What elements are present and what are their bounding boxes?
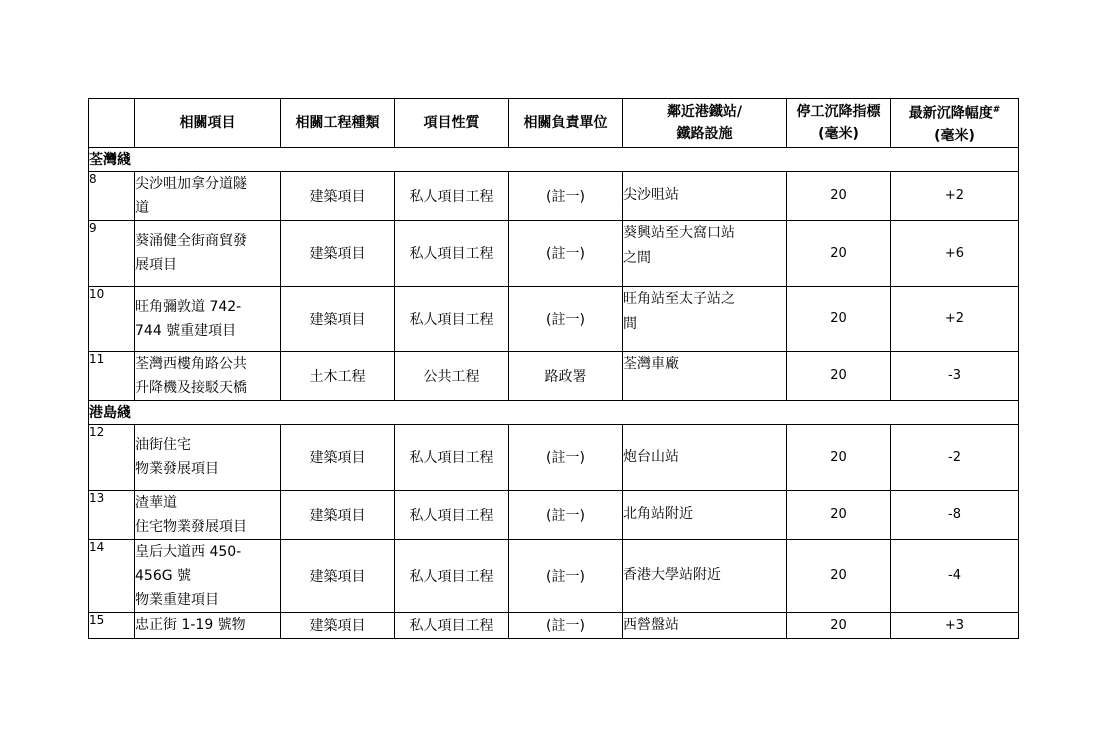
project-cell — [135, 286, 281, 351]
header-station — [623, 99, 787, 148]
project-line: 456G 號 — [135, 567, 192, 584]
latest-cell: -8 — [891, 490, 1019, 539]
project-cell — [135, 220, 281, 286]
row-number: 12 — [89, 424, 135, 490]
table-row — [89, 286, 1019, 351]
header-limit — [787, 99, 891, 148]
project-line: 744 號重建項目 — [135, 322, 237, 339]
limit-cell: 20 — [787, 351, 891, 400]
agency-cell: 路政署 — [509, 351, 623, 400]
nature-cell: 私人項目工程 — [395, 612, 509, 638]
station-line: 葵興站至大窩口站 — [623, 224, 735, 241]
table-row — [89, 424, 1019, 490]
limit-cell: 20 — [787, 490, 891, 539]
nature-cell: 私人項目工程 — [395, 220, 509, 286]
nature-cell: 公共工程 — [395, 351, 509, 400]
limit-cell: 20 — [787, 220, 891, 286]
table-body — [89, 147, 1019, 638]
settlement-table — [88, 98, 1019, 639]
station-cell — [623, 171, 787, 220]
header-num — [89, 99, 135, 148]
project-line: 物業重建項目 — [135, 591, 219, 608]
station-cell — [623, 539, 787, 612]
project-line: 葵涌健全街商貿發 — [135, 233, 247, 250]
station-line: 香港大學站附近 — [623, 567, 721, 584]
project-line: 尖沙咀加拿分道隧 — [135, 175, 247, 192]
limit-cell: 20 — [787, 171, 891, 220]
nature-cell: 私人項目工程 — [395, 286, 509, 351]
agency-cell: (註一) — [509, 539, 623, 612]
project-line: 展項目 — [135, 257, 177, 274]
agency-cell: (註一) — [509, 612, 623, 638]
station-cell — [623, 220, 787, 286]
project-line: 升降機及接駁天橋 — [135, 379, 247, 396]
station-cell — [623, 612, 787, 638]
row-number: 8 — [89, 171, 135, 220]
header-project: 相關項目 — [135, 99, 281, 148]
section-row — [89, 147, 1019, 171]
header-work-type: 相關工程種類 — [281, 99, 395, 148]
station-line: 西營盤站 — [623, 616, 679, 633]
latest-cell: +2 — [891, 286, 1019, 351]
header-limit-line2: (毫米) — [818, 125, 859, 142]
section-title: 港島綫 — [89, 400, 1019, 424]
station-line: 間 — [623, 315, 637, 332]
work-type-cell: 建築項目 — [281, 286, 395, 351]
project-line: 住宅物業發展項目 — [135, 518, 247, 535]
station-line: 尖沙咀站 — [623, 187, 679, 204]
row-number: 13 — [89, 490, 135, 539]
station-line: 炮台山站 — [623, 448, 679, 465]
project-line: 皇后大道西 450- — [135, 543, 242, 560]
header-latest-mark: # — [992, 105, 1001, 115]
work-type-cell: 建築項目 — [281, 424, 395, 490]
latest-cell: -4 — [891, 539, 1019, 612]
header-latest-line2: (毫米) — [934, 127, 975, 144]
station-line: 北角站附近 — [623, 506, 693, 523]
agency-cell: (註一) — [509, 220, 623, 286]
row-number: 9 — [89, 220, 135, 286]
row-number: 10 — [89, 286, 135, 351]
limit-cell: 20 — [787, 424, 891, 490]
section-title: 荃灣綫 — [89, 147, 1019, 171]
header-station-line1: 鄰近港鐵站/ — [666, 103, 743, 120]
project-line: 物業發展項目 — [135, 461, 219, 478]
header-row — [89, 99, 1019, 148]
nature-cell: 私人項目工程 — [395, 539, 509, 612]
project-cell — [135, 490, 281, 539]
project-cell — [135, 351, 281, 400]
station-cell — [623, 351, 787, 400]
station-cell — [623, 490, 787, 539]
work-type-cell: 建築項目 — [281, 220, 395, 286]
latest-cell: -3 — [891, 351, 1019, 400]
header-limit-line1: 停工沉降指標 — [796, 103, 881, 120]
limit-cell: 20 — [787, 612, 891, 638]
latest-cell: -2 — [891, 424, 1019, 490]
project-cell — [135, 171, 281, 220]
agency-cell: (註一) — [509, 424, 623, 490]
project-line: 道 — [135, 199, 149, 216]
row-number: 15 — [89, 612, 135, 638]
header-latest-line1: 最新沉降幅度 — [908, 105, 993, 122]
agency-cell: (註一) — [509, 286, 623, 351]
nature-cell: 私人項目工程 — [395, 171, 509, 220]
work-type-cell: 建築項目 — [281, 171, 395, 220]
station-cell — [623, 286, 787, 351]
station-line: 之間 — [623, 249, 651, 266]
station-line: 旺角站至太子站之 — [623, 290, 735, 307]
project-cell — [135, 539, 281, 612]
section-row — [89, 400, 1019, 424]
project-cell — [135, 612, 281, 638]
table-row — [89, 171, 1019, 220]
table-row — [89, 351, 1019, 400]
header-latest — [891, 99, 1019, 148]
header-nature: 項目性質 — [395, 99, 509, 148]
agency-cell: (註一) — [509, 171, 623, 220]
nature-cell: 私人項目工程 — [395, 490, 509, 539]
station-cell — [623, 424, 787, 490]
row-number: 14 — [89, 539, 135, 612]
nature-cell: 私人項目工程 — [395, 424, 509, 490]
table-row — [89, 220, 1019, 286]
work-type-cell: 建築項目 — [281, 539, 395, 612]
row-number: 11 — [89, 351, 135, 400]
project-line: 忠正街 1-19 號物 — [135, 617, 246, 634]
limit-cell: 20 — [787, 286, 891, 351]
project-line: 荃灣西樓角路公共 — [135, 355, 247, 372]
header-agency: 相關負責單位 — [509, 99, 623, 148]
header-station-line2: 鐵路設施 — [676, 125, 733, 142]
project-cell — [135, 424, 281, 490]
table-row — [89, 539, 1019, 612]
project-line: 渣華道 — [135, 494, 177, 511]
project-line: 油街住宅 — [135, 437, 191, 454]
table-row — [89, 612, 1019, 638]
latest-cell: +2 — [891, 171, 1019, 220]
work-type-cell: 土木工程 — [281, 351, 395, 400]
work-type-cell: 建築項目 — [281, 490, 395, 539]
table-row — [89, 490, 1019, 539]
agency-cell: (註一) — [509, 490, 623, 539]
limit-cell: 20 — [787, 539, 891, 612]
latest-cell: +6 — [891, 220, 1019, 286]
latest-cell: +3 — [891, 612, 1019, 638]
station-line: 荃灣車廠 — [623, 355, 679, 372]
work-type-cell: 建築項目 — [281, 612, 395, 638]
project-line: 旺角彌敦道 742- — [135, 298, 242, 315]
